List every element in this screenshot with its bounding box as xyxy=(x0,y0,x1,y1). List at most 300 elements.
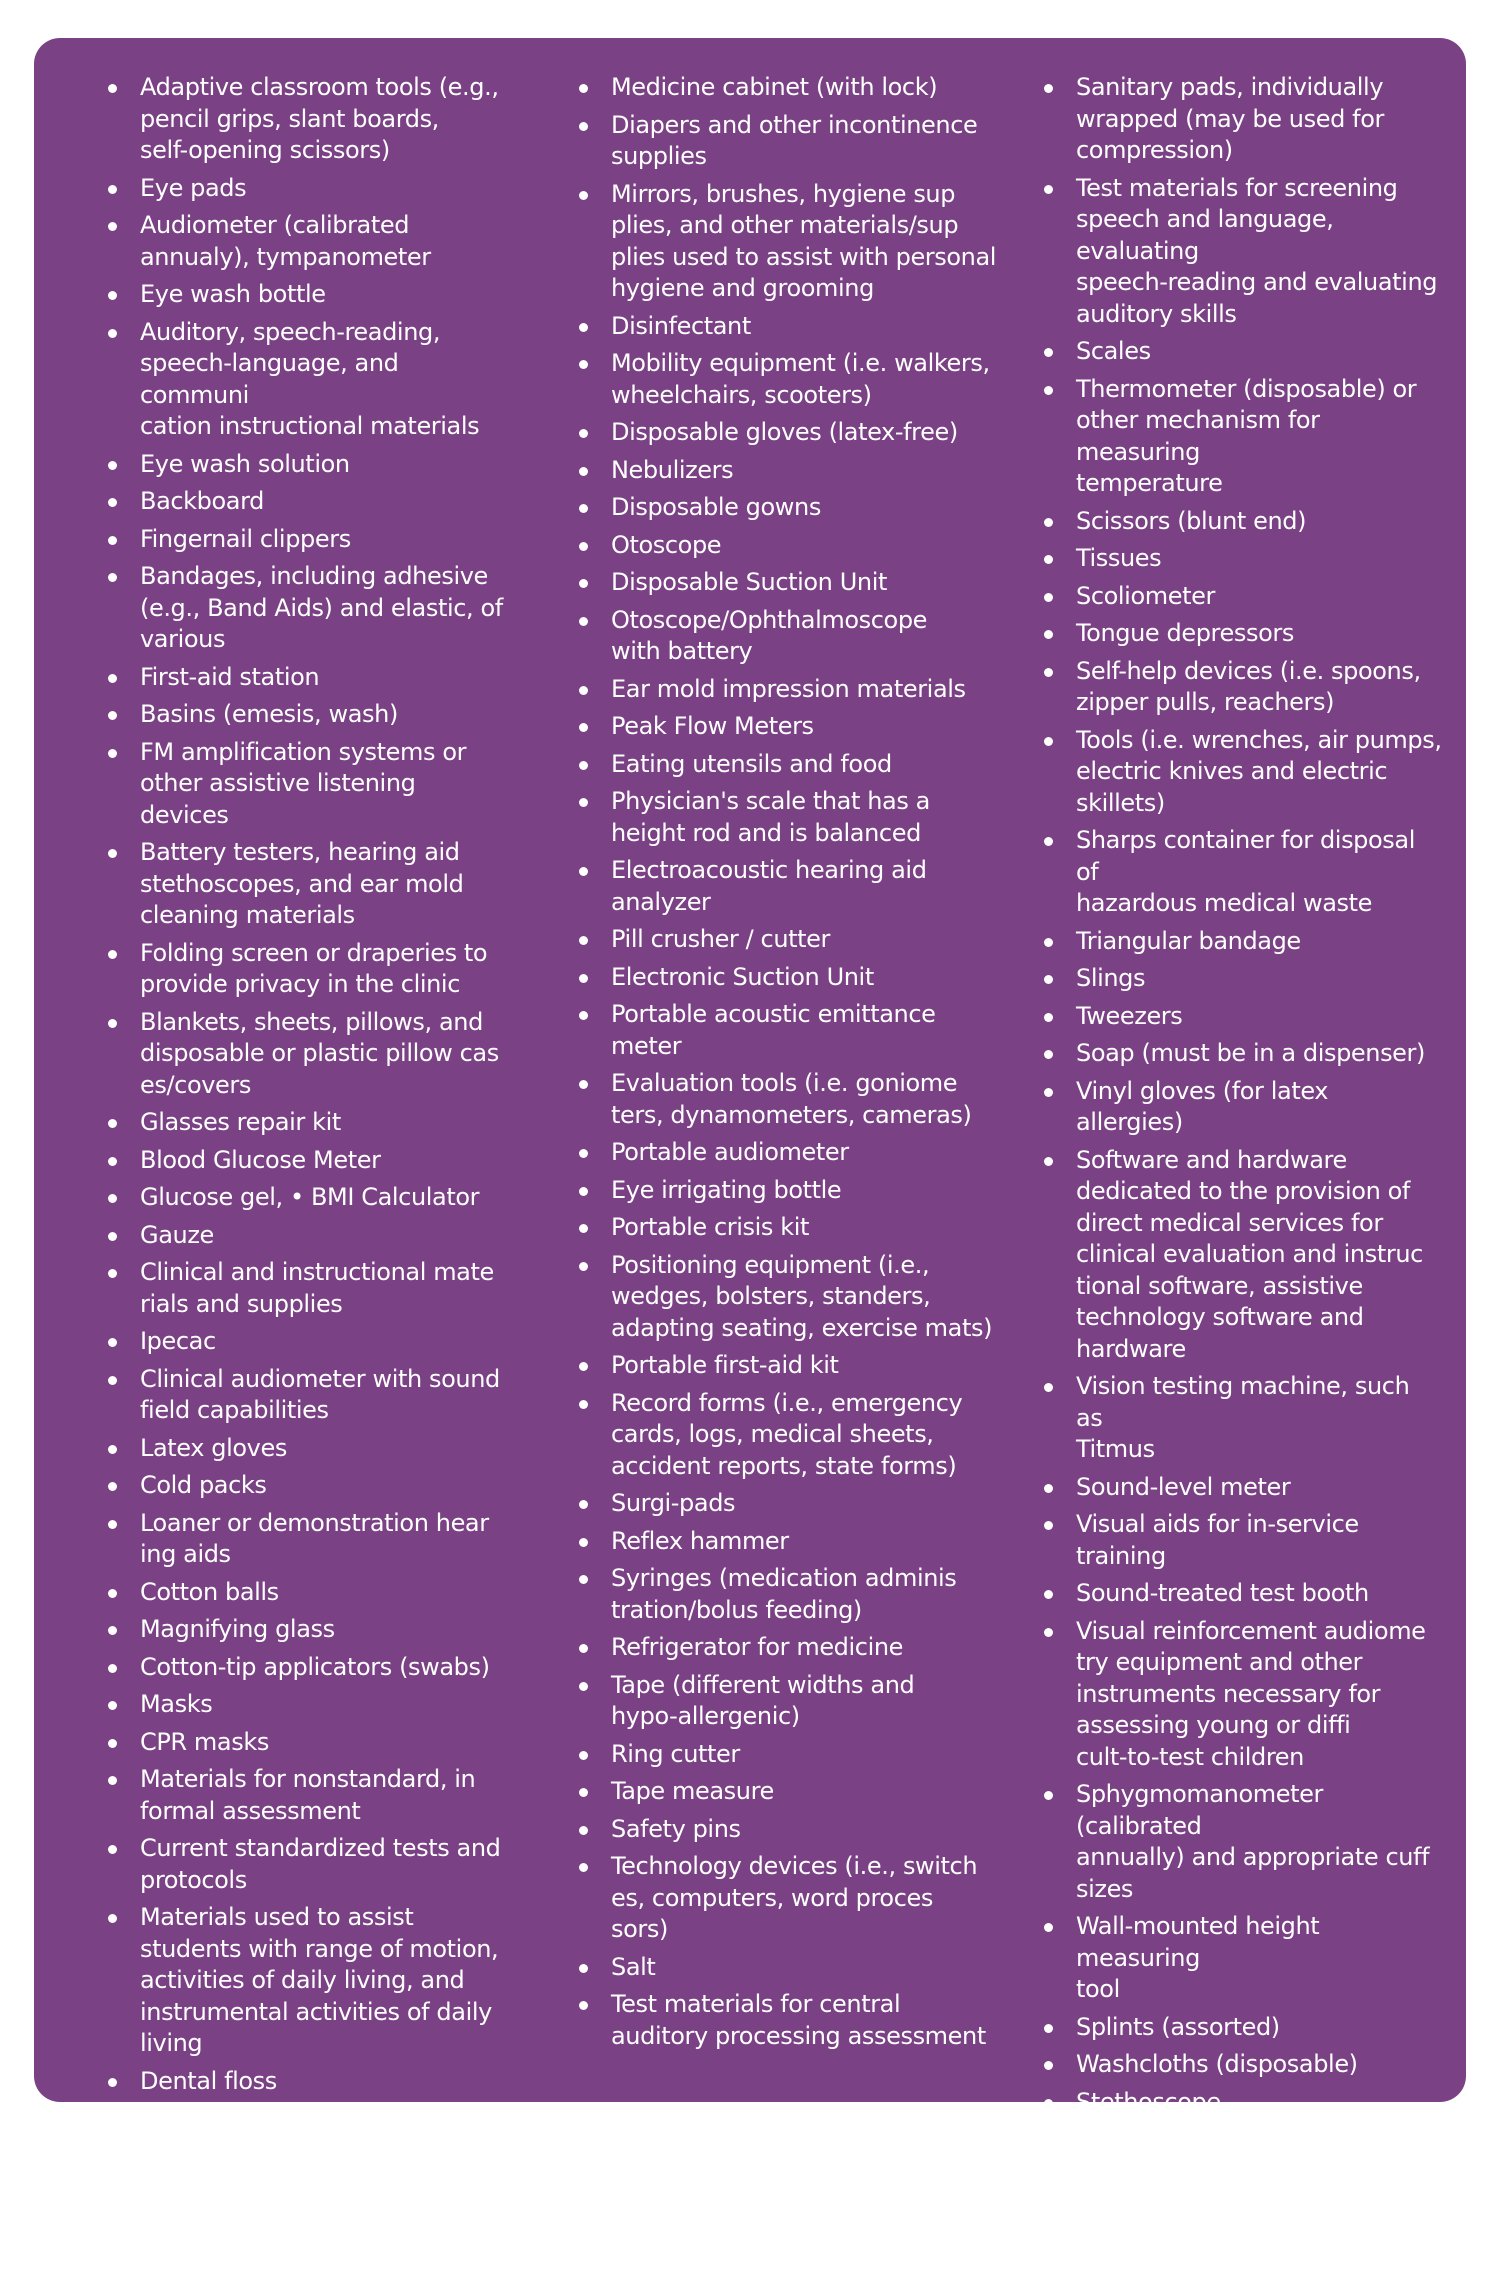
list-item-text: Test materials for central auditory processing assessment xyxy=(611,1990,986,2050)
bullet-icon xyxy=(1044,1628,1053,1637)
list-item-text: Glasses repair kit xyxy=(140,1108,341,1136)
list-item xyxy=(106,1727,506,1759)
list-item-text: Electroacoustic hearing aid analyzer xyxy=(611,856,927,916)
bullet-icon xyxy=(579,1788,588,1797)
list-item xyxy=(577,348,997,411)
bullet-icon xyxy=(579,1187,588,1196)
list-item-text: Current standardized tests and protocols xyxy=(140,1834,501,1894)
bullet-icon xyxy=(108,749,117,758)
list-item xyxy=(106,1902,506,2060)
list-item-text: Materials for nonstandard, in formal assessment xyxy=(140,1765,476,1825)
bullet-icon xyxy=(579,1751,588,1760)
list-item-text: Battery testers, hearing aid stethoscopes, and ear mold cleaning materials xyxy=(140,838,464,929)
list-item xyxy=(106,524,506,556)
list-item xyxy=(577,786,997,849)
bullet-icon xyxy=(108,849,117,858)
bullet-icon xyxy=(1044,1590,1053,1599)
bullet-icon xyxy=(1044,348,1053,357)
list-item xyxy=(1042,2124,1442,2156)
bullet-icon xyxy=(579,1863,588,1872)
list-item xyxy=(1042,1616,1442,1774)
list-item xyxy=(577,605,997,668)
list-item-text: FM amplification systems or other assistive listening devices xyxy=(140,737,467,829)
list-item xyxy=(577,855,997,918)
list-item xyxy=(577,674,997,706)
bullet-icon xyxy=(579,1500,588,1509)
list-item xyxy=(1042,1509,1442,1572)
list-item-text: Otoscope/Ophthalmoscope with battery xyxy=(611,605,928,665)
list-item-text: Basins (emesis, wash) xyxy=(140,700,398,728)
list-item-text: Dental floss xyxy=(140,2066,277,2095)
list-item-text: Electronic Suction Unit xyxy=(611,962,874,991)
list-item-text: CPR masks xyxy=(140,1727,269,1756)
bullet-icon xyxy=(579,1682,588,1691)
bullet-icon xyxy=(579,84,588,93)
list-item-text: Wheelchair xyxy=(1076,2125,1207,2153)
list-item-text: Sharps container for disposal of hazardous medical waste xyxy=(1076,826,1415,917)
bullet-icon xyxy=(579,323,588,332)
bullet-icon xyxy=(108,291,117,300)
bullet-icon xyxy=(1044,593,1053,602)
list-item xyxy=(106,449,506,481)
bullet-icon xyxy=(108,1482,117,1491)
bullet-icon xyxy=(1044,1383,1053,1392)
list-item-text: Sphygmomanometer (calibrated annually) and appropriate cuff sizes xyxy=(1076,1780,1430,1903)
list-item-text: Technology devices (i.e., switch es, computers, word proces sors) xyxy=(611,1852,978,1943)
bullet-icon xyxy=(1044,555,1053,564)
list-item-text: Peak Flow Meters xyxy=(611,712,814,740)
list-item xyxy=(106,1470,506,1502)
list-item xyxy=(577,179,997,305)
bullet-icon xyxy=(108,1269,117,1278)
list-item-text: Record forms (i.e., emergency cards, logs, medical sheets, accident reports, state forms) xyxy=(611,1388,963,1480)
list-item-text: Tongue depressors xyxy=(1076,619,1294,647)
bullet-icon xyxy=(108,1701,117,1710)
bullet-icon xyxy=(579,1362,588,1371)
list-item xyxy=(577,1350,997,1382)
list-item-text: First-aid station xyxy=(140,662,320,691)
bullet-icon xyxy=(108,461,117,470)
bullet-icon xyxy=(579,429,588,438)
list-item xyxy=(106,1257,506,1320)
list-column-3 xyxy=(1042,72,1442,2294)
list-item-text: Portable acoustic emittance meter xyxy=(611,1000,936,1060)
list-item xyxy=(577,110,997,173)
list-item xyxy=(106,1689,506,1721)
list-item-text: Sound-level meter xyxy=(1076,1472,1291,1501)
list-column-2 xyxy=(577,72,997,2058)
bullet-icon xyxy=(579,1011,588,1020)
list-item-text: Supplies for adopting materials and equipment (i.e., strapping, Velcro, foam, splinting supplies) xyxy=(1076,2162,1441,2285)
list-item-text: Disinfectant xyxy=(611,311,751,340)
bullet-icon xyxy=(108,1119,117,1128)
bullet-icon xyxy=(579,1826,588,1835)
bullet-icon xyxy=(1044,1013,1053,1022)
list-item-text: Audiometer (calibrated annualy), tympanometer xyxy=(140,211,431,271)
list-item-text: Physician's scale that has a height rod and is balanced xyxy=(611,787,930,847)
list-item-text: Tweezers xyxy=(1076,1001,1183,1030)
list-item xyxy=(1042,1076,1442,1139)
bullet-icon xyxy=(579,1400,588,1409)
list-item xyxy=(577,1250,997,1345)
list-item xyxy=(106,1220,506,1252)
list-item xyxy=(106,662,506,694)
list-item-text: Clinical audiometer with sound field capabilities xyxy=(140,1364,500,1424)
bullet-icon xyxy=(579,360,588,369)
list-item-text: Fingernail clippers xyxy=(140,524,351,553)
list-item xyxy=(577,1989,997,2052)
list-item-text: Thermometer (disposable) or other mechanism for measuring temperature xyxy=(1076,374,1417,497)
bullet-icon xyxy=(108,1019,117,1028)
list-item-text: Auditory, speech-reading, speech-language, and communi cation instructional materials xyxy=(140,317,480,440)
list-item-text: Eating utensils and food xyxy=(611,749,892,778)
bullet-icon xyxy=(579,504,588,513)
list-item xyxy=(1042,2049,1442,2081)
list-column-1 xyxy=(106,72,506,2103)
list-item xyxy=(106,1764,506,1827)
list-item-text: Pill crusher / cutter xyxy=(611,925,831,953)
list-item-text: Bandages, including adhesive (e.g., Band Aids) and elastic, of various xyxy=(140,562,503,653)
list-item-text: Disposable gloves (latex-free) xyxy=(611,418,958,446)
list-item xyxy=(106,1364,506,1427)
list-item xyxy=(1042,825,1442,920)
bullet-icon xyxy=(108,1194,117,1203)
bullet-icon xyxy=(579,761,588,770)
bullet-icon xyxy=(1044,2136,1053,2145)
list-item-text: Mobility equipment (i.e. walkers, wheelchairs, scooters) xyxy=(611,349,990,409)
list-item-text: Wall-mounted height measuring tool xyxy=(1076,1912,1320,2003)
list-item xyxy=(106,210,506,273)
list-item xyxy=(1042,1779,1442,1905)
list-item xyxy=(106,699,506,731)
list-item xyxy=(106,1326,506,1358)
bullet-icon xyxy=(108,185,117,194)
list-item-text: Portable first-aid kit xyxy=(611,1351,839,1379)
list-item xyxy=(106,2066,506,2098)
list-item xyxy=(106,486,506,518)
list-item-text: Backboard xyxy=(140,487,264,515)
list-item-text: Vinyl gloves (for latex allergies) xyxy=(1076,1076,1329,1136)
bullet-icon xyxy=(579,974,588,983)
bullet-icon xyxy=(1044,2061,1053,2070)
list-item-text: Latex gloves xyxy=(140,1433,287,1462)
list-item-text: Splints (assorted) xyxy=(1076,2012,1280,2041)
list-item xyxy=(577,1563,997,1626)
list-item-text: Cotton balls xyxy=(140,1577,279,1606)
bullet-icon xyxy=(108,1520,117,1529)
bullet-icon xyxy=(1044,518,1053,527)
list-item xyxy=(577,1851,997,1946)
list-item xyxy=(1042,618,1442,650)
bullet-icon xyxy=(1044,2024,1053,2033)
list-item-text: Eye irrigating bottle xyxy=(611,1175,842,1204)
list-item xyxy=(1042,1001,1442,1033)
list-item xyxy=(106,72,506,167)
list-item-text: Medicine cabinet (with lock) xyxy=(611,73,938,101)
bullet-icon xyxy=(108,1626,117,1635)
list-item xyxy=(577,1388,997,1483)
bullet-icon xyxy=(579,579,588,588)
bullet-icon xyxy=(1044,1484,1053,1493)
list-item xyxy=(106,173,506,205)
bullet-icon xyxy=(1044,1088,1053,1097)
list-item xyxy=(1042,1371,1442,1466)
list-item-text: Tape (different widths and hypo-allergenic) xyxy=(611,1670,915,1730)
list-item-text: Test materials for screening speech and language, evaluating speech-reading and evaluating auditory skills xyxy=(1076,173,1438,328)
list-item xyxy=(577,999,997,1062)
list-item-text: Ring cutter xyxy=(611,1739,740,1768)
bullet-icon xyxy=(1044,2099,1053,2108)
bullet-icon xyxy=(1044,837,1053,846)
bullet-icon xyxy=(108,1664,117,1673)
bullet-icon xyxy=(108,674,117,683)
bullet-icon xyxy=(108,1776,117,1785)
list-item xyxy=(106,938,506,1001)
bullet-icon xyxy=(1044,386,1053,395)
bullet-icon xyxy=(579,1575,588,1584)
bullet-icon xyxy=(108,1232,117,1241)
bullet-icon xyxy=(579,1149,588,1158)
bullet-icon xyxy=(108,1445,117,1454)
list-item-text: Cotton-tip applicators (swabs) xyxy=(140,1652,490,1681)
bullet-icon xyxy=(1044,1791,1053,1800)
list-item-text: Eye wash bottle xyxy=(140,280,326,308)
list-item-text: Soap (must be in a dispenser) xyxy=(1076,1039,1425,1067)
list-item-text: Blankets, sheets, pillows, and disposable or plastic pillow cas es/covers xyxy=(140,1007,499,1099)
bullet-icon xyxy=(1044,630,1053,639)
list-item-text: Scissors (blunt end) xyxy=(1076,506,1307,535)
list-item xyxy=(577,1632,997,1664)
list-item-text: Gauze xyxy=(140,1220,214,1249)
list-item-text: Slings xyxy=(1076,964,1146,992)
bullet-icon xyxy=(579,542,588,551)
list-item xyxy=(1042,963,1442,995)
list-item xyxy=(577,311,997,343)
list-item-text: Self-help devices (i.e. spoons, zipper pulls, reachers) xyxy=(1076,656,1421,716)
list-item xyxy=(577,492,997,524)
list-item xyxy=(1042,2012,1442,2044)
list-item-text: Visual reinforcement audiome try equipment and other instruments necessary for assessing young or diffi cult-to-test children xyxy=(1076,1616,1426,1771)
list-item-text: Nebulizers xyxy=(611,455,734,484)
list-item-text: Visual aids for in-service training xyxy=(1076,1510,1359,1570)
list-item xyxy=(577,1776,997,1808)
list-item xyxy=(106,1652,506,1684)
bullet-icon xyxy=(108,1914,117,1923)
list-item-text: Evaluation tools (i.e. goniome ters, dynamometers, cameras) xyxy=(611,1069,972,1129)
list-item xyxy=(1042,336,1442,368)
list-item-text: Refrigerator for medicine xyxy=(611,1633,904,1661)
list-item xyxy=(106,1107,506,1139)
list-item-text: Reflex hammer xyxy=(611,1526,789,1555)
list-item xyxy=(577,1212,997,1244)
list-item xyxy=(577,1739,997,1771)
list-item-text: Mirrors, brushes, hygiene sup plies, and other materials/sup plies used to assist with personal hygiene and grooming xyxy=(611,179,997,302)
list-item xyxy=(577,749,997,781)
list-item xyxy=(1042,1145,1442,1366)
list-item-text: Tissues xyxy=(1076,544,1162,572)
list-item xyxy=(577,924,997,956)
bullet-icon xyxy=(108,1157,117,1166)
bullet-icon xyxy=(108,498,117,507)
list-item xyxy=(577,72,997,104)
list-item-text: Sanitary pads, individually wrapped (may be used for compression) xyxy=(1076,73,1384,164)
bullet-icon xyxy=(108,711,117,720)
list-item xyxy=(577,1175,997,1207)
list-item xyxy=(106,1007,506,1102)
list-item-text: Otoscope xyxy=(611,530,722,559)
bullet-icon xyxy=(579,936,588,945)
list-item xyxy=(1042,1911,1442,2006)
list-item xyxy=(106,279,506,311)
bullet-icon xyxy=(579,867,588,876)
list-item xyxy=(577,455,997,487)
list-item xyxy=(577,1814,997,1846)
list-item xyxy=(106,317,506,443)
bullet-icon xyxy=(108,2078,117,2087)
list-item-text: Tools (i.e. wrenches, air pumps, electric knives and electric skillets) xyxy=(1076,725,1442,817)
list-item xyxy=(1042,543,1442,575)
list-item-text: Software and hardware dedicated to the provision of direct medical services for clinical evaluation and instruc tional software, assistive technology software and hardware xyxy=(1076,1145,1423,1363)
bullet-icon xyxy=(579,723,588,732)
bullet-icon xyxy=(108,1376,117,1385)
list-item-text: Folding screen or draperies to provide privacy in the clinic xyxy=(140,938,488,998)
list-item xyxy=(1042,173,1442,331)
list-item xyxy=(106,1182,506,1214)
bullet-icon xyxy=(579,1080,588,1089)
list-item xyxy=(577,711,997,743)
list-item-text: Syringes (medication adminis tration/bolus feeding) xyxy=(611,1564,957,1624)
list-item-text: Portable crisis kit xyxy=(611,1213,809,1241)
list-item-text: Stethoscope xyxy=(1076,2087,1221,2116)
list-item xyxy=(1042,1038,1442,1070)
list-item xyxy=(1042,1578,1442,1610)
bullet-icon xyxy=(579,467,588,476)
list-item-text: Sound-treated test booth xyxy=(1076,1579,1369,1607)
bullet-icon xyxy=(108,1589,117,1598)
list-item xyxy=(106,1577,506,1609)
bullet-icon xyxy=(108,536,117,545)
bullet-icon xyxy=(579,2001,588,2010)
list-item-text: Scoliometer xyxy=(1076,581,1215,610)
bullet-icon xyxy=(108,1338,117,1347)
list-item-text: Cold packs xyxy=(140,1471,267,1499)
bullet-icon xyxy=(108,84,117,93)
bullet-icon xyxy=(1044,938,1053,947)
list-item xyxy=(1042,72,1442,167)
list-item-text: Glucose gel, • BMI Calculator xyxy=(140,1183,480,1211)
list-item xyxy=(577,1488,997,1520)
list-item-text: Disposable gowns xyxy=(611,493,821,521)
bullet-icon xyxy=(108,222,117,231)
list-item-text: Positioning equipment (i.e., wedges, bolsters, standers, adapting seating, exercise mats) xyxy=(611,1250,993,1342)
list-item xyxy=(1042,2087,1442,2119)
list-item-text: Scales xyxy=(1076,337,1151,365)
list-item xyxy=(577,1952,997,1984)
list-item xyxy=(577,1670,997,1733)
list-item xyxy=(1042,506,1442,538)
list-item xyxy=(577,417,997,449)
bullet-icon xyxy=(579,1224,588,1233)
list-item-text: Masks xyxy=(140,1690,213,1718)
bullet-icon xyxy=(579,1262,588,1271)
list-item-text: Loaner or demonstration hear ing aids xyxy=(140,1508,489,1568)
list-item-text: Diapers and other incontinence supplies xyxy=(611,110,978,170)
bullet-icon xyxy=(108,1739,117,1748)
list-item xyxy=(1042,1472,1442,1504)
list-item xyxy=(1042,926,1442,958)
bullet-icon xyxy=(579,191,588,200)
list-item xyxy=(577,1137,997,1169)
bullet-icon xyxy=(108,1845,117,1854)
bullet-icon xyxy=(579,686,588,695)
list-item-text: Portable audiometer xyxy=(611,1138,849,1166)
list-item-text: Eye pads xyxy=(140,173,247,202)
list-item-text: Magnifying glass xyxy=(140,1615,335,1643)
list-item-text: Materials used to assist students with range of motion, activities of daily living, and instrumental activities of daily living xyxy=(140,1903,499,2057)
list-item xyxy=(106,737,506,832)
bullet-icon xyxy=(1044,185,1053,194)
bullet-icon xyxy=(579,122,588,131)
bullet-icon xyxy=(579,1538,588,1547)
list-item-text: Washcloths (disposable) xyxy=(1076,2050,1358,2078)
bullet-icon xyxy=(579,1644,588,1653)
list-item xyxy=(106,1508,506,1571)
bullet-icon xyxy=(1044,1521,1053,1530)
list-item xyxy=(1042,581,1442,613)
bullet-icon xyxy=(1044,668,1053,677)
list-item-text: Ear mold impression materials xyxy=(611,674,966,703)
list-item xyxy=(577,962,997,994)
list-item xyxy=(106,561,506,656)
list-item-text: Eye wash solution xyxy=(140,449,350,478)
list-item-text: Surgi-pads xyxy=(611,1489,736,1517)
list-item xyxy=(106,1833,506,1896)
bullet-icon xyxy=(1044,737,1053,746)
list-item-text: Adaptive classroom tools (e.g., pencil grips, slant boards, self-opening scissors) xyxy=(140,73,499,164)
equipment-list-panel xyxy=(34,38,1466,2285)
list-item xyxy=(577,567,997,599)
bullet-icon xyxy=(1044,1923,1053,1932)
bullet-icon xyxy=(1044,1050,1053,1059)
bullet-icon xyxy=(108,329,117,338)
list-item-text: Blood Glucose Meter xyxy=(140,1145,381,1174)
bullet-icon xyxy=(108,573,117,582)
bullet-icon xyxy=(579,798,588,807)
bullet-icon xyxy=(579,617,588,626)
list-item xyxy=(1042,725,1442,820)
list-item xyxy=(577,1526,997,1558)
list-item xyxy=(1042,374,1442,500)
bullet-icon xyxy=(1044,2174,1053,2183)
list-item xyxy=(577,1068,997,1131)
list-item xyxy=(106,1145,506,1177)
bullet-icon xyxy=(108,950,117,959)
list-item xyxy=(1042,656,1442,719)
bullet-icon xyxy=(1044,84,1053,93)
bullet-icon xyxy=(579,1964,588,1973)
list-item xyxy=(1042,2162,1442,2288)
list-item-text: Salt xyxy=(611,1952,656,1981)
list-item-text: Tape measure xyxy=(611,1777,774,1805)
list-item xyxy=(106,837,506,932)
list-item-text: Disposable Suction Unit xyxy=(611,568,887,596)
list-item-text: Safety pins xyxy=(611,1814,741,1843)
list-item-text: Clinical and instructional mate rials and supplies xyxy=(140,1258,494,1318)
bullet-icon xyxy=(1044,975,1053,984)
list-item xyxy=(106,1433,506,1465)
bullet-icon xyxy=(1044,1157,1053,1166)
list-item-text: Triangular bandage xyxy=(1076,926,1301,955)
